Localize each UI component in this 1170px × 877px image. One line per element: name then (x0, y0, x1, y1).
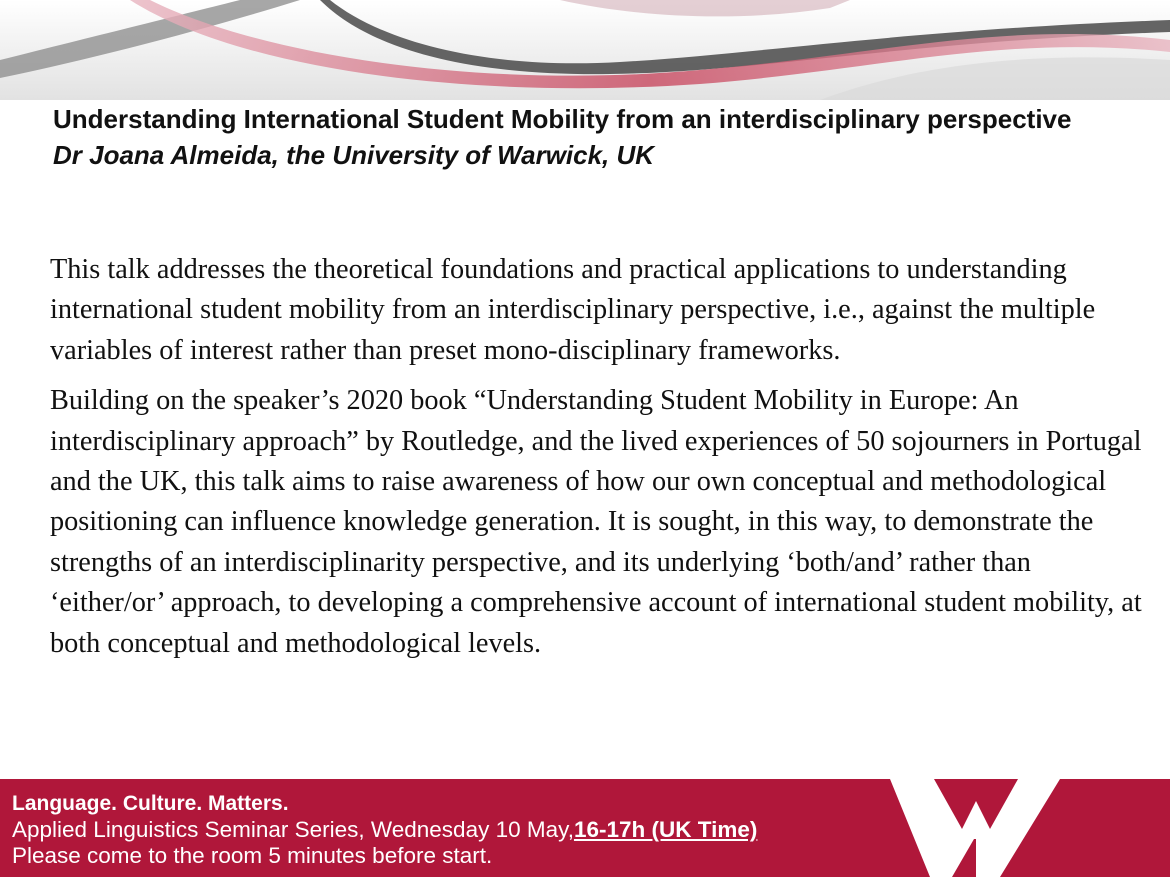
footer-text (12, 791, 757, 869)
talk-abstract (50, 250, 1145, 664)
abstract-paragraph-1: This talk addresses the theoretical foundations and practical applications to understanding international student mobility from an interdisciplinary perspective, i.e., against the multiple variables of interest rather than preset mono-disciplinary frameworks. (50, 254, 1096, 366)
talk-title: Understanding International Student Mobility from an interdisciplinary perspective (53, 104, 1072, 134)
footer-note: Please come to the room 5 minutes before start. (12, 843, 493, 868)
footer-series-line (12, 817, 757, 843)
footer-time: 16-17h (UK Time) (573, 817, 758, 842)
talk-header (53, 101, 1133, 173)
warwick-w-logo-icon (890, 779, 1060, 877)
speaker-name: Dr Joana Almeida, the University of Warwick, UK (53, 140, 655, 170)
abstract-paragraph-2: Building on the speaker’s 2020 book “Understanding Student Mobility in Europe: An interdisciplinary approach” by Routledge, and the lived experiences of 50 sojourners in Portugal and the UK, this talk aims to raise awareness of how our own conceptual and methodological positioning can influence knowledge generation. It is sought, in this way, to demonstrate the strengths of an interdisciplinarity perspective, and its underlying ‘both/and’ rather than ‘either/or’ approach, to developing a comprehensive account of international student mobility, at both conceptual and methodological levels. (50, 385, 1142, 659)
footer-tagline: Language. Culture. Matters. (12, 792, 289, 815)
footer-series: Applied Linguistics Seminar Series, Wednesday 10 May, (12, 817, 574, 842)
footer-banner (0, 779, 1170, 877)
header-swoosh-graphic (0, 0, 1170, 100)
